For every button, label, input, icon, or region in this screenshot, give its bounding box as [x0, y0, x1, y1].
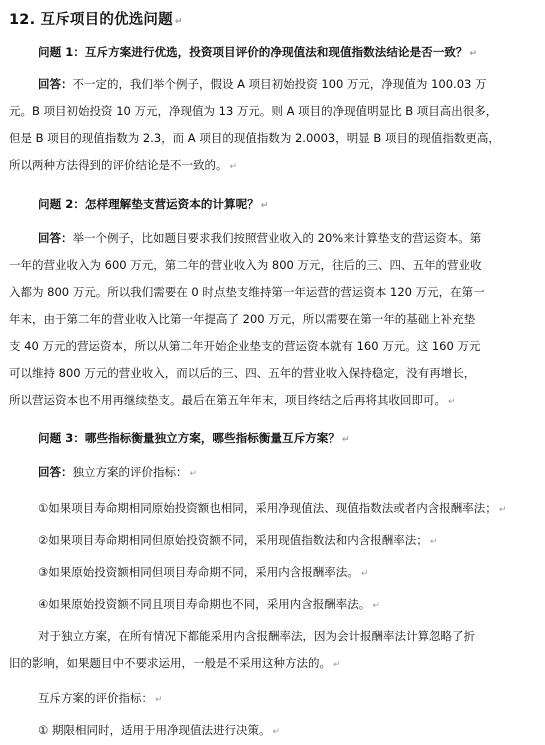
q2-answer-line-5: 支 40 万元的营运资本，所以从第二年开始企业垫支的营运资本就有 160 万元。这 160 万元	[9, 339, 481, 353]
question-3: 问题 3：哪些指标衡量独立方案，哪些指标衡量互斥方案？ ↵	[38, 431, 350, 445]
q3-paragraph-line-1: 对于独立方案，在所有情况下都能采用内含报酬率法，因为会计报酬率法计算忽略了折	[38, 629, 475, 643]
q1-answer-line-4: 所以两种方法得到的评价结论是不一致的。 ↵	[9, 158, 238, 172]
q1-answer-line-3: 但是 B 项目的现值指数为 2.3，而 A 项目的现值指数为 2.0003，明显 B 项目的现值指数更高，	[9, 131, 500, 145]
q3-item-2: ②如果项目寿命期相同但原始投资额不同，采用现值指数法和内含报酬率法； ↵	[38, 533, 438, 547]
mutex-item-1: ① 期限相同时，适用于用净现值法进行决策。 ↵	[38, 723, 281, 737]
q2-answer-line-1: 回答：举一个例子，比如题目要求我们按照营业收入的 20%来计算垫支的营运资本。第	[38, 231, 482, 245]
watermark: ​	[39, 256, 81, 334]
q2-answer-line-3: 入都为 800 万元。所以我们需要在 0 时点垫支维持第一年运营的营运资本 120 万元，在第一	[9, 285, 485, 299]
q2-answer-line-2: 一年的营业收入为 600 万元，第二年的营业收入为 800 万元，往后的三、四、五年的营业收	[9, 258, 482, 272]
q3-item-4: ④如果原始投资额不同且项目寿命期也不同，采用内含报酬率法。 ↵	[38, 597, 380, 611]
q2-answer-line-6: 可以维持 800 万元的营业收入，而以后的三、四、五年的营业收入保持稳定，没有再增长，	[9, 366, 476, 380]
mutex-intro: 互斥方案的评价指标： ↵	[38, 691, 163, 705]
q1-answer-line-2: 元。B 项目初始投资 10 万元，净现值为 13 万元。则 A 项目的净现值明显比 B 项目高出很多，	[9, 104, 498, 118]
q2-answer-line-7: 所以营运资本也不用再继续垫支。最后在第五年年末，项目终结之后再将其收回即可。 ↵	[9, 393, 456, 407]
q2-answer-line-4: 年末，由于第二年的营业收入比第一年提高了 200 万元，所以需要在第一年的基础上补充垫	[9, 312, 476, 326]
question-1: 问题 1：互斥方案进行优选，投资项目评价的净现值法和现值指数法结论是否一致？ ↵	[38, 45, 478, 59]
q3-item-3: ③如果原始投资额相同但项目寿命期不同，采用内含报酬率法。 ↵	[38, 565, 369, 579]
q3-paragraph-line-2: 旧的影响，如果题目中不要求运用，一般是不采用这种方法的。 ↵	[9, 656, 341, 670]
q3-answer-intro: 回答：独立方案的评价指标： ↵	[38, 465, 198, 479]
section-title: 12. 互斥项目的优选问题 ↵	[9, 12, 183, 28]
q3-item-1: ①如果项目寿命期相同原始投资额也相同，采用净现值法、现值指数法或者内含报酬率法； ↵	[38, 501, 507, 515]
question-2: 问题 2：怎样理解垫支营运资本的计算呢？ ↵	[38, 197, 269, 211]
q1-answer-line-1: 回答：不一定的，我们举个例子，假设 A 项目初始投资 100 万元，净现值为 100.03 万	[38, 77, 487, 91]
